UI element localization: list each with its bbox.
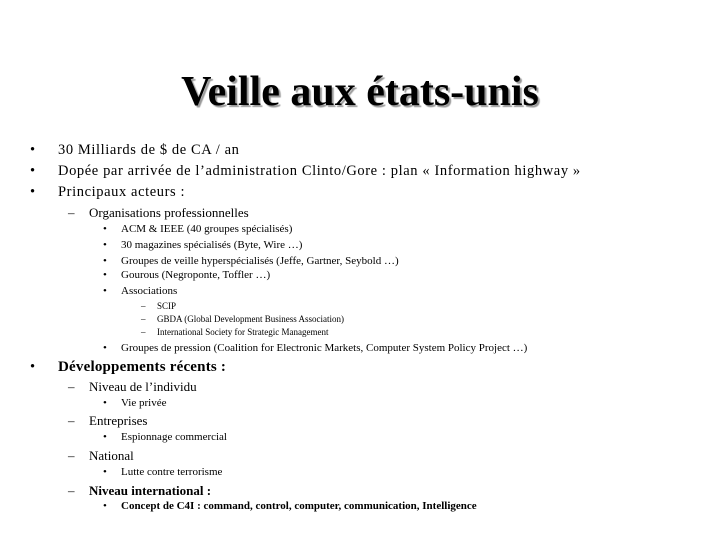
dash-marker: – [68,448,75,463]
bullet-marker: • [103,431,107,443]
item-issm: International Society for Strategic Management [157,327,329,337]
item-acm: ACM & IEEE (40 groupes spécialisés) [121,223,293,235]
item-acteurs: Principaux acteurs : [58,184,186,200]
dash-marker: – [68,483,75,498]
item-scip: SCIP [157,301,177,311]
bullet-marker: • [30,163,36,179]
item-gourous: Gourous (Negroponte, Toffler …) [121,269,271,281]
slide-title: Veille aux états-unis [181,69,539,115]
item-terrorisme: Lutte contre terrorisme [121,466,223,478]
bullet-marker: • [103,239,107,251]
item-pression: Groupes de pression (Coalition for Electronic Markets, Computer System Policy Project …) [121,342,528,354]
item-ca: 30 Milliards de $ de CA / an [58,142,240,158]
bullet-marker: • [30,359,36,375]
dash-marker: – [141,301,146,311]
item-developpements: Développements récents : [58,359,227,375]
item-national: National [89,448,134,463]
item-entreprises: Entreprises [89,413,148,428]
item-magazines: 30 magazines spécialisés (Byte, Wire …) [121,239,303,251]
bullet-marker: • [103,342,107,354]
bullet-marker: • [103,223,107,235]
item-vie-privee: Vie privée [121,397,167,409]
item-c4i: Concept de C4I : command, control, computer, communication, Intelligence [121,500,477,512]
bullet-marker: • [103,397,107,409]
bullet-marker: • [103,285,107,297]
item-individu: Niveau de l’individu [89,379,197,394]
dash-marker: – [68,379,75,394]
item-orgs: Organisations professionnelles [89,205,249,220]
dash-marker: – [68,413,75,428]
bullet-marker: • [103,269,107,281]
item-groupes-veille: Groupes de veille hyperspécialisés (Jeffe, Gartner, Seybold …) [121,255,399,267]
bullet-marker: • [30,142,36,158]
bullet-marker: • [103,466,107,478]
dash-marker: – [141,314,146,324]
item-dopee: Dopée par arrivée de l’administration Clinto/Gore : plan « Information highway » [58,163,581,179]
dash-marker: – [68,205,75,220]
dash-marker: – [141,327,146,337]
item-international: Niveau international : [89,483,212,498]
bullet-marker: • [103,255,107,267]
bullet-marker: • [30,184,36,200]
item-associations: Associations [121,285,178,297]
item-gbda: GBDA (Global Development Business Association) [157,314,344,324]
bullet-marker: • [103,500,107,512]
item-espionnage: Espionnage commercial [121,431,227,443]
